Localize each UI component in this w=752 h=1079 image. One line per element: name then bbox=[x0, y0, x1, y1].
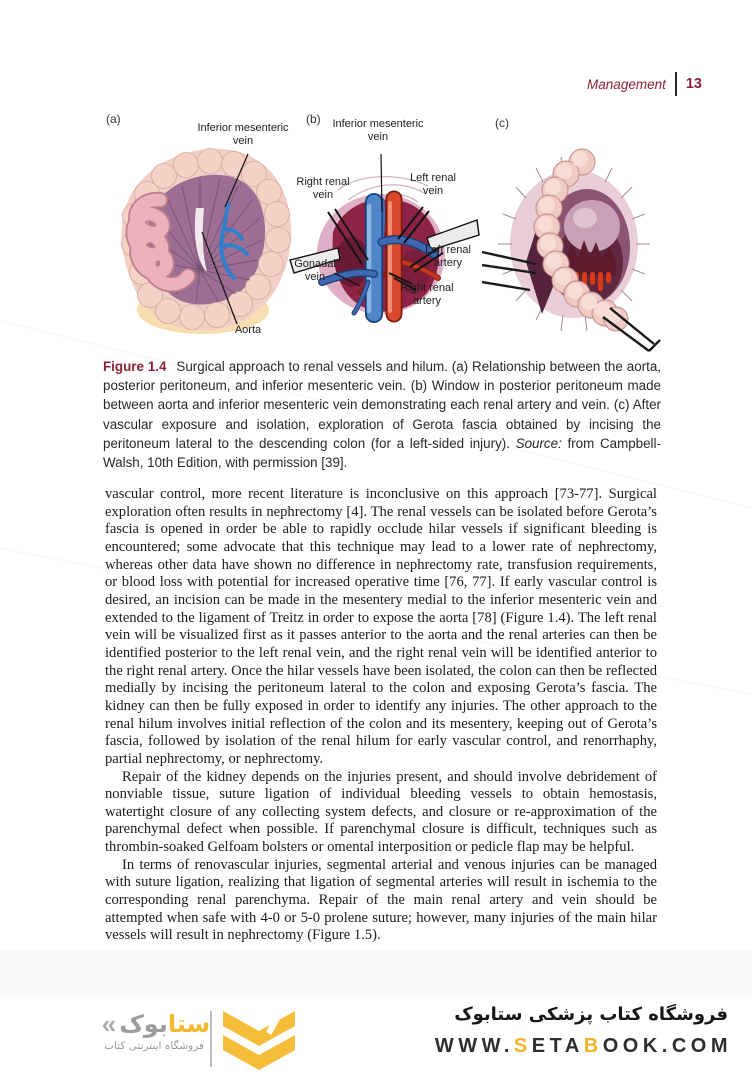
scan-artifact-band bbox=[0, 950, 752, 996]
panel-a-illustration bbox=[100, 112, 295, 356]
panel-b-tag: (b) bbox=[306, 112, 321, 126]
setabook-logo-text: ستابوک bbox=[119, 1010, 211, 1038]
url-segment-accent: B bbox=[583, 1035, 603, 1057]
url-segment-accent: S bbox=[513, 1035, 532, 1057]
panel-c-tag: (c) bbox=[495, 116, 509, 130]
label-right-renal-vein: Right renal vein bbox=[296, 176, 350, 201]
figure-caption bbox=[103, 357, 661, 472]
logo-divider bbox=[210, 1011, 212, 1067]
page-header bbox=[587, 72, 702, 96]
header-divider bbox=[675, 72, 677, 96]
paragraph-3: In terms of renovascular injuries, segmental arterial and venous injuries can be managed with suture ligation, realizing that ligation of segmental arteries will result in ischemia to the corresponding renal parenchyma. Repair of the main renal artery and vein should be attempted when safe with 4-0 or 5-0 prolene suture; however, many injuries of the main hilar vessels will result in nephrectomy (Figure 1.5). bbox=[105, 856, 657, 944]
logo-tagline: فروشگاه اینترنتی کتاب bbox=[104, 1040, 204, 1053]
store-title: فروشگاه کتاب پزشکی ستابوک bbox=[454, 1004, 728, 1025]
kidney-highlight bbox=[573, 208, 597, 228]
url-segment: ETA bbox=[531, 1035, 584, 1057]
label-left-renal-artery: Left renal artery bbox=[425, 244, 471, 269]
footer-watermark bbox=[0, 999, 752, 1079]
url-segment: WWW. bbox=[434, 1035, 514, 1057]
paragraph-1: vascular control, more recent literature is inconclusive on this approach [73-77]. Surgical exploration often results in nephrectomy [4]. The renal vessels can be isolated before Gerota’s fascia is opened in order be able to rapidly occlude hilar vessels if significant bleeding is encountered; some advocate that this technique may lead to a lower rate of nephrectomy, whereas other data have shown no difference in nephrectomy rate, transfusion requirements, or blood loss with potential for increased operative time [76, 77]. If early vascular control is desired, an incision can be made in the mesentery medial to the inferior mesenteric vein and extended to the ligament of Treitz in order to expose the aorta [78] (Figure 1.4). The left renal vein will be visualized first as it passes anterior to the aorta and the renal arteries can then be identified posterior to the left renal vein, and the right renal vein will be identified anterior to the right renal artery. Once the hilar vessels have been isolated, the colon can then be reflected medially by incising the peritoneum lateral to the colon and exposing Gerota’s fascia. The kidney can then be fully exposed in order to identify any injuries. The other approach to the renal hilum involves initial reflection of the colon and its mesentery, keeping out of Gerota’s fascia, followed by isolation of the renal hilum for early vascular control, and renorrhaphy, partial nephrectomy, or nephrectomy. bbox=[105, 486, 657, 767]
panel-c-illustration bbox=[482, 112, 662, 356]
guillemet-icon: « bbox=[101, 1009, 117, 1040]
setabook-logo bbox=[101, 1009, 211, 1053]
label-inferior-mesenteric-vein-a: Inferior mesenteric vein bbox=[197, 122, 289, 147]
paragraph-2: Repair of the kidney depends on the injuries present, and should involve debridement of nonviable tissue, suture ligation of individual bleeding vessels to obtain hemostasis, watertight closure of any collecting system defects, and closure or re-approximation of the parenchymal defect when possible. If parenchymal closure is difficult, techniques such as thrombin-soaked Gelfoam bolsters or omental interposition or pedicle flap may be helpful. bbox=[105, 768, 657, 856]
page-number: 13 bbox=[685, 76, 702, 92]
panel-a-tag: (a) bbox=[106, 112, 121, 126]
setabook-url[interactable] bbox=[435, 1035, 732, 1058]
body-text-column bbox=[105, 486, 657, 945]
figure-panel-b bbox=[288, 112, 483, 356]
chevron-logo-icon bbox=[222, 1007, 296, 1073]
panel-b-illustration bbox=[288, 112, 483, 356]
label-right-renal-artery: Right renal artery bbox=[400, 282, 454, 307]
figure-panel-c bbox=[482, 112, 662, 356]
figure-caption-text: Surgical approach to renal vessels and hilum. (a) Relationship between the aorta, posterior peritoneum, and inferior mesenteric vein. (b) Window in posterior peritoneum made between aorta and inferior mesenteric vein demonstrating each renal artery and vein. (c) After vascular exposure and isolation, exploration of Gerota fascia obtained by incising the peritoneum lateral to the descending colon (for a left-sided injury). bbox=[103, 359, 661, 451]
figure-1-4 bbox=[100, 112, 662, 356]
label-inferior-mesenteric-vein-b: Inferior mesenteric vein bbox=[332, 118, 424, 143]
label-aorta: Aorta bbox=[234, 324, 262, 336]
figure-caption-source-text: from Campbell-Walsh, 10th Edition, with permission [39]. bbox=[103, 435, 661, 471]
label-left-renal-vein: Left renal vein bbox=[410, 172, 456, 197]
figure-panel-a bbox=[100, 112, 295, 356]
figure-caption-source-label: Source: bbox=[515, 435, 562, 451]
label-gonadal-vein: Gonadal vein bbox=[294, 258, 336, 283]
running-head-section: Management bbox=[587, 76, 666, 92]
setabook-logo-wordmark bbox=[101, 1009, 211, 1040]
figure-caption-label: Figure 1.4 bbox=[103, 359, 167, 374]
url-segment: OOK.COM bbox=[602, 1035, 732, 1057]
